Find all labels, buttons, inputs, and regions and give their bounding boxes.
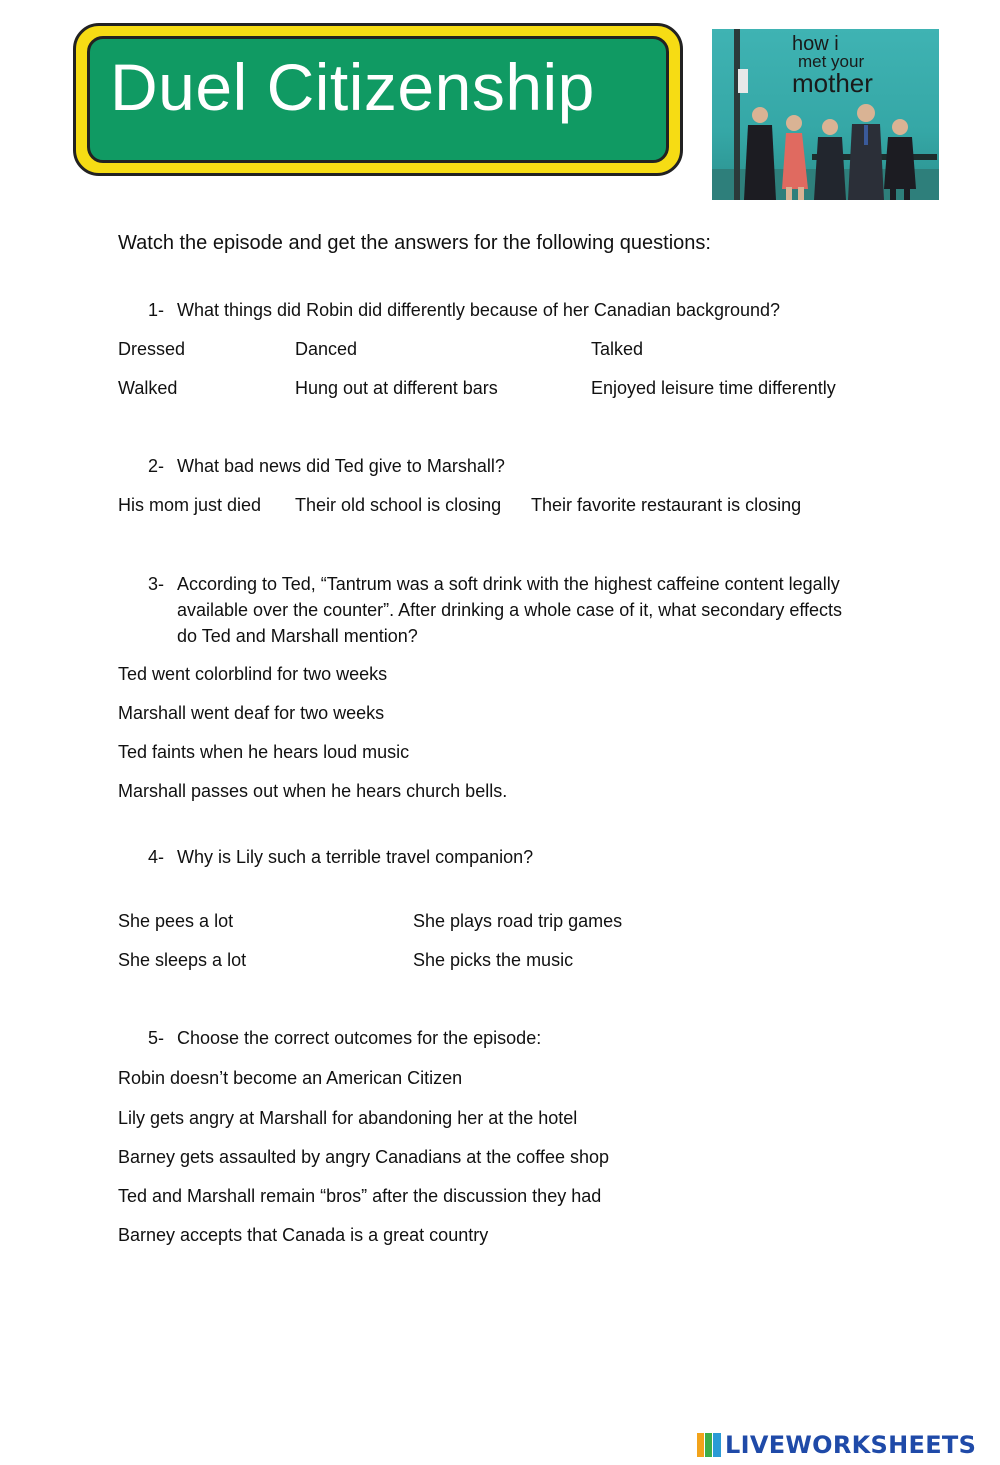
question-text: do Ted and Marshall mention?	[177, 626, 418, 646]
page-title: Duel Citizenship	[110, 50, 595, 124]
question-number: 5-	[148, 1028, 165, 1048]
question-text: According to Ted, “Tantrum was a soft drink with the highest caffeine content legally	[177, 574, 840, 594]
answer-option[interactable]: Their favorite restaurant is closing	[531, 495, 802, 515]
question-text: What bad news did Ted give to Marshall?	[177, 456, 505, 476]
answer-option[interactable]: Lily gets angry at Marshall for abandoning her at the hotel	[118, 1108, 578, 1128]
answer-option[interactable]: Ted and Marshall remain “bros” after the discussion they had	[118, 1186, 602, 1206]
answer-option[interactable]: Barney gets assaulted by angry Canadians at the coffee shop	[118, 1147, 609, 1167]
liveworksheets-brand	[697, 1430, 976, 1460]
answer-option[interactable]: Danced	[295, 339, 358, 359]
title-sign-panel	[87, 36, 669, 163]
answer-option[interactable]: Talked	[591, 339, 644, 359]
answer-option[interactable]: Their old school is closing	[295, 495, 502, 515]
answer-option[interactable]: Dressed	[118, 339, 186, 359]
show-poster-image	[712, 29, 939, 200]
question-text: available over the counter”. After drinking a whole case of it, what secondary effects	[177, 600, 843, 620]
question-text: What things did Robin did differently because of her Canadian background?	[177, 300, 781, 320]
question-number: 4-	[148, 847, 165, 867]
logo-line-1: how i	[792, 33, 839, 55]
title-sign	[73, 23, 683, 176]
answer-option[interactable]: She pees a lot	[118, 911, 234, 931]
intro-text: Watch the episode and get the answers for the following questions:	[118, 232, 711, 254]
answer-option[interactable]: Ted faints when he hears loud music	[118, 742, 410, 762]
answer-option[interactable]: Enjoyed leisure time differently	[591, 378, 836, 398]
answer-option[interactable]: Marshall passes out when he hears church bells.	[118, 781, 508, 801]
answer-option[interactable]: She sleeps a lot	[118, 950, 247, 970]
answer-option[interactable]: Marshall went deaf for two weeks	[118, 703, 385, 723]
question-number: 3-	[148, 574, 165, 594]
answer-option[interactable]: She plays road trip games	[413, 911, 623, 931]
answer-option[interactable]: Barney accepts that Canada is a great country	[118, 1225, 489, 1245]
logo-line-2: met your	[798, 52, 865, 71]
liveworksheets-logo-icon	[697, 1433, 721, 1457]
answer-option[interactable]: Ted went colorblind for two weeks	[118, 664, 388, 684]
answer-option[interactable]: His mom just died	[118, 495, 262, 515]
question-text: Why is Lily such a terrible travel companion?	[177, 847, 534, 867]
question-number: 2-	[148, 456, 165, 476]
answer-option[interactable]: Robin doesn’t become an American Citizen	[118, 1068, 463, 1088]
answer-option[interactable]: Hung out at different bars	[295, 378, 498, 398]
show-logo	[792, 33, 873, 98]
question-number: 1-	[148, 300, 165, 320]
answer-option[interactable]: She picks the music	[413, 950, 574, 970]
answer-option[interactable]: Walked	[118, 378, 178, 398]
question-text: Choose the correct outcomes for the episode:	[177, 1028, 542, 1048]
brand-name: LIVEWORKSHEETS	[725, 1431, 977, 1459]
logo-line-3: mother	[792, 68, 873, 98]
